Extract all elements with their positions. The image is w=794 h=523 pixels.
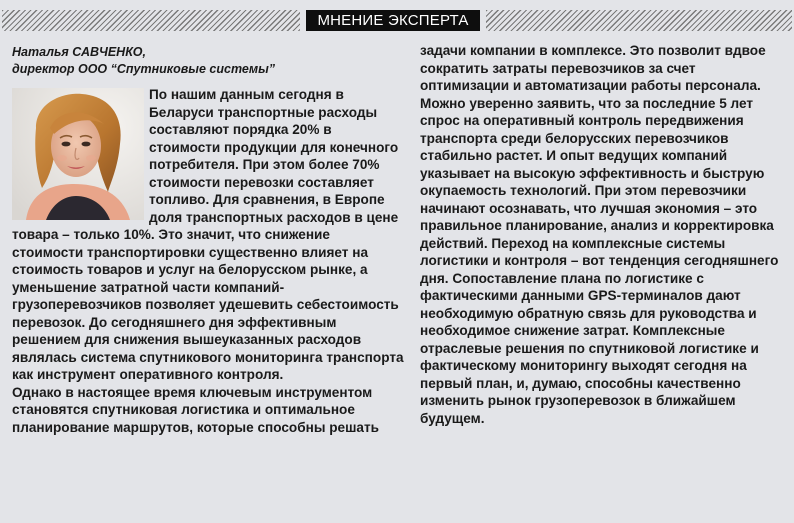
right-column [420, 42, 784, 427]
author-name: Наталья САВЧЕНКО, [12, 45, 146, 59]
author-block [12, 44, 392, 78]
header-hatch-right [486, 10, 792, 31]
left-column [12, 86, 404, 436]
left-paragraph-2: Однако в настоящее время ключевым инструментом становятся спутниковая логистика и оптимальное планирование маршрутов, которые способны решать [12, 384, 379, 435]
header-hatch-left [2, 10, 300, 31]
section-header [0, 10, 794, 31]
right-paragraph-2: Можно уверенно заявить, что за последние 5 лет спрос на оперативный контроль передвижения транспорта среди белорусских перевозчиков стабильно растет. И опыт ведущих компаний указывает на высокую эффективность и быструю окупаемость технологий. При этом перевозчики начинают осознавать, что лучшая экономия – это правильное планирование, анализ и корректировка действий. Переход на комплексные системы логистики и контроля – вот тенденция сегодняшнего дня. Сопоставление плана по логистике с фактическими данными GPS-терминалов дают необходимую обратную связь для руководства и необходимое снижение затрат. Комплексные отраслевые решения по спутниковой логистике и фактическому мониторингу выходят сегодня на первый план, и, думаю, способны качественно изменить рынок грузоперевозок в ближайшем будущем. [420, 95, 779, 426]
author-position: директор ООО “Спутниковые системы” [12, 62, 276, 76]
section-label: МНЕНИЕ ЭКСПЕРТА [306, 10, 480, 31]
photo-spacer [12, 86, 149, 209]
right-paragraph-1: задачи компании в комплексе. Это позволит вдвое сократить затраты перевозчиков за счет оптимизации и автоматизации работы персонала. [420, 43, 766, 93]
left-paragraph-1: По нашим данным сегодня в Беларуси транспортные расходы составляют порядка 20% в стоимости продукции для конечного потребителя. При этом более 70% стоимости перевозки составляет топливо. Для сравнения, в Европе доля транспортных расходов в цене товара – только 10%. Это значит, что снижение стоимости транспортировки существенно влияет на стоимость товаров и услуг на белорусском рынке, а уменьшение затратной части компаний-грузоперевозчиков позволяет удешевить себестоимость перевозок. До сегодняшнего дня эффективным решением для снижения вышеуказанных расходов являлась система спутникового мониторинга транспорта как инструмент оперативного контроля. [12, 87, 404, 382]
